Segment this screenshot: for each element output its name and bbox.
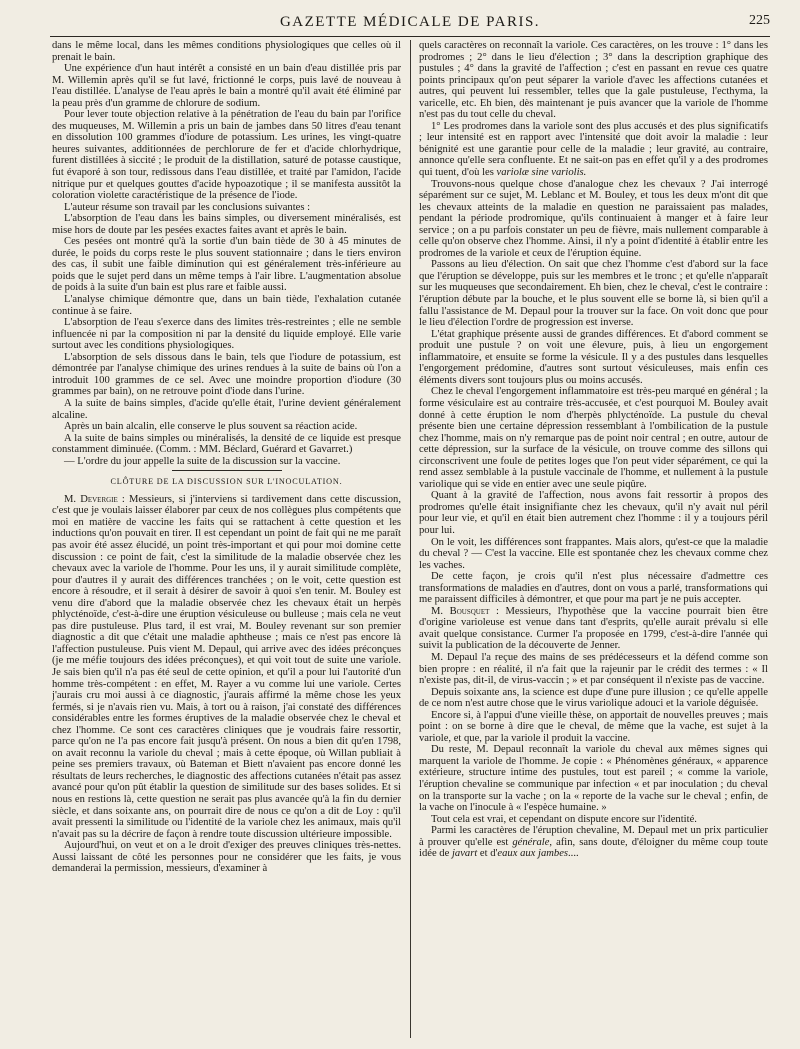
page-header [50,12,770,36]
paragraph: L'absorption de l'eau s'exerce dans des limites très-restreintes ; elle ne semble influencée ni par la composition ni par la densité du liquide employé. Elle varie surtout avec les conditions physiologiques. [52,317,401,352]
paragraph: — L'ordre du jour appelle la suite de la discussion sur la vaccine. [64,455,341,467]
paragraph: Quant à la gravité de l'affection, nous avons fait ressortir à propos des prodromes qu'elle était insignifiante chez les chevaux, qu'il n'y avait nul péril pour leur vie, et qu'il en était bien autrement chez l'homme : il y a toujours péril pour lui. [419,490,768,536]
emphasis-term: générale [512,836,550,848]
speaker-name: M. Devergie : [64,493,125,505]
speech-text: Messieurs, si j'interviens si tardivement dans cette discussion, c'est que je voulais laisser élaborer par ceux de nos collègues plus compétents que moi en matière de vaccine les faits qui se rattachent à cette question et les inductions qu'on pouvait en tirer. Il est cependant un point de fait qui ne me paraît pas avoir été assez élucidé, un point très-important et qui pour moi domine cette discussion : ce point de fait, c'est la similitude de la maladie observée chez les chevaux avec la variole de l'homme. Pour les uns, il y aurait similitude complète, pour d'autres il y aurait des différences tranchées ; on le voit, cette question est encore à résoudre, et il serait à désirer de savoir à quoi s'en tenir. M. Bouley est venu dire d'abord que la maladie observée chez les chevaux était un herpès phlycténoïde, c'est-à-dire une éruption vésiculeuse ou bulleuse ; mais cela ne veut pas dire pustuleuse. Plus tard, il est vrai, M. Bouley revenant sur son premier diagnostic a dit que c'était une maladie aphtheuse ; mais ce n'est pas encore là l'affection pustuleuse. Puis vient M. Depaul, qui arrive avec des idées préconçues (je me méfie toujours des idées préconçues), et qui voit tout de suite une variole. Je sais bien qu'il n'a pas été seul de cette opinion, et qu'il a pour lui l'autorité d'un homme très-compétent : en effet, M. Rayer a vu comme lui une variole. Certes j'aurais cru moi aussi à ce diagnostic, j'aurais affirmé la même chose les yeux fermés, si je n'avais rien vu. Mais, à tort ou à raison, j'ai constaté des différences considérables entre les formes éruptives de la maladie observée chez le cheval et chez l'homme. Ce sont ces caractères cliniques que je voudrais faire ressortir, parce qu'on ne l'a pas encore fait jusqu'à présent. On nous a bien dit qu'en 1798, on avait reconnu la variole du cheval ; mais à cette époque, où Willan publiait à peine ses premiers travaux, où Bateman et Biett n'avaient pas encore donné les résultats de leurs recherches, le diagnostic des affections cutanées n'était pas assez avancé pour qu'on pût établir la question de similitude sur des bases solides. Et si nous en restions là, cette question ne serait pas plus avancée qu'à la fin du dernier siècle, et dans soixante ans, on pourrait dire de nous ce qu'on a dit de Loy : qu'il avait pressenti la similitude ou l'identité de la variole chez les animaux, mais qu'il n'avait pas su la décrire de façon à rendre toute discussion ultérieure impossible. [52,493,401,840]
paragraph: L'analyse chimique démontre que, dans un bain tiède, l'exhalation cutanée continue à se faire. [52,294,401,317]
paragraph-text: et d' [477,848,498,860]
paragraph: Tout cela est vrai, et cependant on dispute encore sur l'identité. [431,813,697,825]
paragraph-text: .... [568,848,579,860]
paragraph-text: Parmi les caractères de l'éruption chevaline, M. Depaul met un prix particulier à prouver qu'elle est [419,825,768,848]
journal-title: GAZETTE MÉDICALE DE PARIS. [279,14,541,30]
paragraph [419,825,768,860]
paragraph: Passons au lieu d'élection. On sait que chez l'homme c'est d'abord sur la face que l'éruption se développe, puis sur les membres et le tronc ; et qu'elle n'apparaît sur les muqueuses que secondairement. Eh bien, chez le cheval, c'est le contraire : l'éruption débute par la bouche, et le plus souvent elle se borne là, si bien qu'il a fallu l'assistance de M. Depaul pour la trouver sur la face. On voit donc que pour le lieu d'élection l'ordre de progression est inverse. [419,259,768,329]
paragraph: A la suite de bains simples ou minéralisés, la densité de ce liquide est presque constamment diminuée. (Comm. : MM. Béclard, Guérard et Gavarret.) [52,432,401,456]
paragraph: Depuis soixante ans, la science est dupe d'une pure illusion ; ce qu'elle appelle de ce nom n'est autre chose que le virus variolique adouci et la variole déguisée. [419,686,768,710]
paragraph: L'absorption de sels dissous dans le bain, tels que l'iodure de potassium, est démontrée par l'analyse chimique des urines rendues à la suite de bains où l'on a introduit 100 grammes de ce sel. Avec une moindre proportion d'iodure (30 grammes par bain), on ne retrouve point d'iode dans l'urine. [52,351,401,398]
paragraph: Aujourd'hui, on veut et on a le droit d'exiger des preuves cliniques très-nettes. Aussi laissant de côté les personnes pour ne considérer que les faits, je vous demanderai la permission, messieurs, d'examiner à [52,840,401,875]
paragraph: On le voit, les différences sont frappantes. Mais alors, qu'est-ce que la maladie du cheval ? — C'est la vaccine. Elle est spontanée chez les chevaux comme chez les vaches. [419,536,768,571]
right-column [419,40,768,1040]
paragraph: L'absorption de l'eau dans les bains simples, ou diversement minéralisés, est mise hors de doute par les pesées exactes faites avant et après le bain. [52,213,401,236]
paragraph: Encore si, à l'appui d'une vieille thèse, on apportait de nouvelles preuves ; mais point : on se borne à dire que le cheval, de même que la vache, est sujet à la variole, et que, par la variole il produit la vaccine. [419,709,768,744]
paragraph-text: 1° Les prodromes dans la variole sont des plus accusés et des plus significatifs ; leur intensité est en rapport avec l'intensité que doit avoir la maladie : leur bénignité est une garantie pour celle de la maladie ; leur gravité, au contraire, annonce qu'elle sera confluente. Et ne sait-on pas en effet qu'il y a des prodromes qui tuent, d'où les [419,120,768,179]
paragraph: A la suite de bains simples, d'acide qu'elle était, l'urine devient généralement alcaline. [52,397,401,421]
emphasis-term: eaux aux jambes [497,848,569,860]
paragraph: De cette façon, je crois qu'il n'est plus nécessaire d'admettre ces transformations de maladies en d'autres, dont on vous a parlé, transformations qui me paraissent difficiles à démontrer, et que pour ma part je ne puis accepter. [419,571,768,606]
speech-text: Messieurs, l'hypothèse que la vaccine pourrait bien être d'origine varioleuse est venue dans tant d'esprits, qu'elle aurait prévalu si elle avait quelque consistance. Curmer l'a proposée en 1799, c'est-à-dire l'année qui suivit la publication de la découverte de Jenner. [419,605,768,652]
section-heading: CLÔTURE DE LA DISCUSSION SUR L'INOCULATION. [110,477,343,487]
paragraph: L'état graphique présente aussi de grandes différences. Et d'abord comment se produit une pustule ? on voit une élevure, puis, à lieu un engorgement inflammatoire, et ensuite se forme la vésicule. Il y a des pustules dans lesquelles l'engorgement prédomine, d'autres sont surtout vésiculeuses, mais enfin ces éléments divers sont toujours plus ou moins accusés. [419,328,768,386]
paragraph: Pour lever toute objection relative à la pénétration de l'eau du bain par l'orifice des muqueuses, M. Willemin a pris un bain de jambes dans 50 litres d'eau tenant en dissolution 100 grammes d'iodure de potassium. Les urines, les vingt-quatre heures suivantes, additionnées de perchlorure de fer et d'acide chlorhydrique, furent distillées à siccité ; le produit de la distillation, saturé de potasse caustique, fut évaporé à son tour, redissous dans l'eau distillée, et traité par l'amidon, l'acide nitrique pur et quelques gouttes d'acide hypoazotique ; il se manifesta aussitôt la coloration violette caractéristique de la présence de l'iode. [52,109,401,202]
section-divider [172,470,282,471]
paragraph: Trouvons-nous quelque chose d'analogue chez les chevaux ? J'ai interrogé séparément sur ce sujet, M. Leblanc et M. Bouley, et tous les deux m'ont dit que les chevaux atteints de la maladie en question ne paraissaient pas malades, pendant la période prodromique, qu'ils continuaient à manger et à faire leur service ; on a pu parfois constater un peu de fièvre, mais nullement comparable à celle qu'on observe chez l'homme. Ainsi, il n'y a point d'identité à établir entre les prodromes de la variole et ceux de l'éruption équine. [419,178,768,259]
column-separator [410,40,411,1038]
paragraph-text: , afin, sans doute, d'éloigner du même coup toute idée de [419,836,768,860]
speaker-name: M. Bousquet : [431,605,499,617]
paragraph [419,121,768,179]
paragraph: Ces pesées ont montré qu'à la sortie d'un bain tiède de 30 à 45 minutes de durée, le poids du corps reste le plus souvent stationnaire ; dans le tiers environ des cas, il subit une faible diminution qui est généralement très-inférieure au poids que le sujet perd dans un même temps à l'air libre. L'augmentation absolue de poids à la suite d'un bain est plus rare et faible aussi. [52,236,401,294]
latin-term: variolæ sine variolis. [496,167,587,179]
emphasis-term: javart [451,848,478,860]
paragraph: Une expérience d'un haut intérêt a consisté en un bain d'eau distillée pris par M. Willemin après qu'il se fut lavé, frictionné le corps, puis lavé de nouveau à l'eau distillée. L'analyse de l'eau après le bain a montré qu'il avait été éliminé par la peau près d'un gramme de chlorure de sodium. [52,63,401,109]
left-column [52,40,401,1040]
paragraph: Du reste, M. Depaul reconnaît la variole du cheval aux mêmes signes qui marquent la variole de l'homme. Je copie : « Phénomènes généraux, « apparence extérieure, structure intime des pustules, tout est pareil ; « comme la variole, l'éruption chevaline se communique par infection « et par inoculation ; du cheval on la transporte sur la vache ; on la « reporte de la vache sur le cheval ; enfin, de la vache on l'inocule à « l'espèce humaine. » [419,744,768,814]
header-rule [50,36,770,37]
paragraph [52,494,401,840]
paragraph: Après un bain alcalin, elle conserve le plus souvent sa réaction acide. [64,421,358,433]
paragraph: dans le même local, dans les mêmes conditions physiologiques que celles où il prenait le bain. [52,40,401,63]
paragraph: L'auteur résume son travail par les conclusions suivantes : [64,201,311,213]
paragraph: M. Depaul l'a reçue des mains de ses prédécesseurs et la défend comme son bien propre : en réalité, il n'a fait que la rajeunir par le crédit des termes : « Il n'existe pas, dit-il, de virus-vaccin ; » et par conséquent il n'existe pas de vaccine. [419,651,768,687]
paragraph [419,606,768,652]
paragraph: Chez le cheval l'engorgement inflammatoire est très-peu marqué en général ; la forme vésiculaire est au contraire très-accusée, et c'est pourquoi M. Bouley avait donné à cette éruption le nom d'herpès phlycténoïde. La pustule du cheval présente bien une certaine dépression ressemblant à l'ombilication de la pustule chez l'homme, mais on n'y remarque pas de point noir central ; en outre, autour de cette dépression, sur la surface de la vésicule, on trouve comme des sillons qui circonscrivent une foule de petites loges que l'on peut vider séparément, ce qui la rend assez semblable à la pustule vaccinale de l'homme, et nullement à la pustule variolique qui se vide en entier avec une seule piqûre. [419,386,768,490]
page-number: 225 [749,13,770,28]
paragraph: quels caractères on reconnaît la variole. Ces caractères, on les trouve : 1° dans les prodromes ; 2° dans le lieu d'élection ; 3° dans la description graphique des pustules ; 4° dans la gravité de l'affection ; c'est en passant en revue ces quatre points principaux qu'on peut séparer la variole d'avec les affections cutanées et autres, qui peuvent lui ressembler, telles que la gale pustuleuse, l'ecthyma, la varicelle, etc. Eh bien, dès maintenant je puis avancer que la variole de l'homme n'est pas du tout celle du cheval. [419,40,768,121]
